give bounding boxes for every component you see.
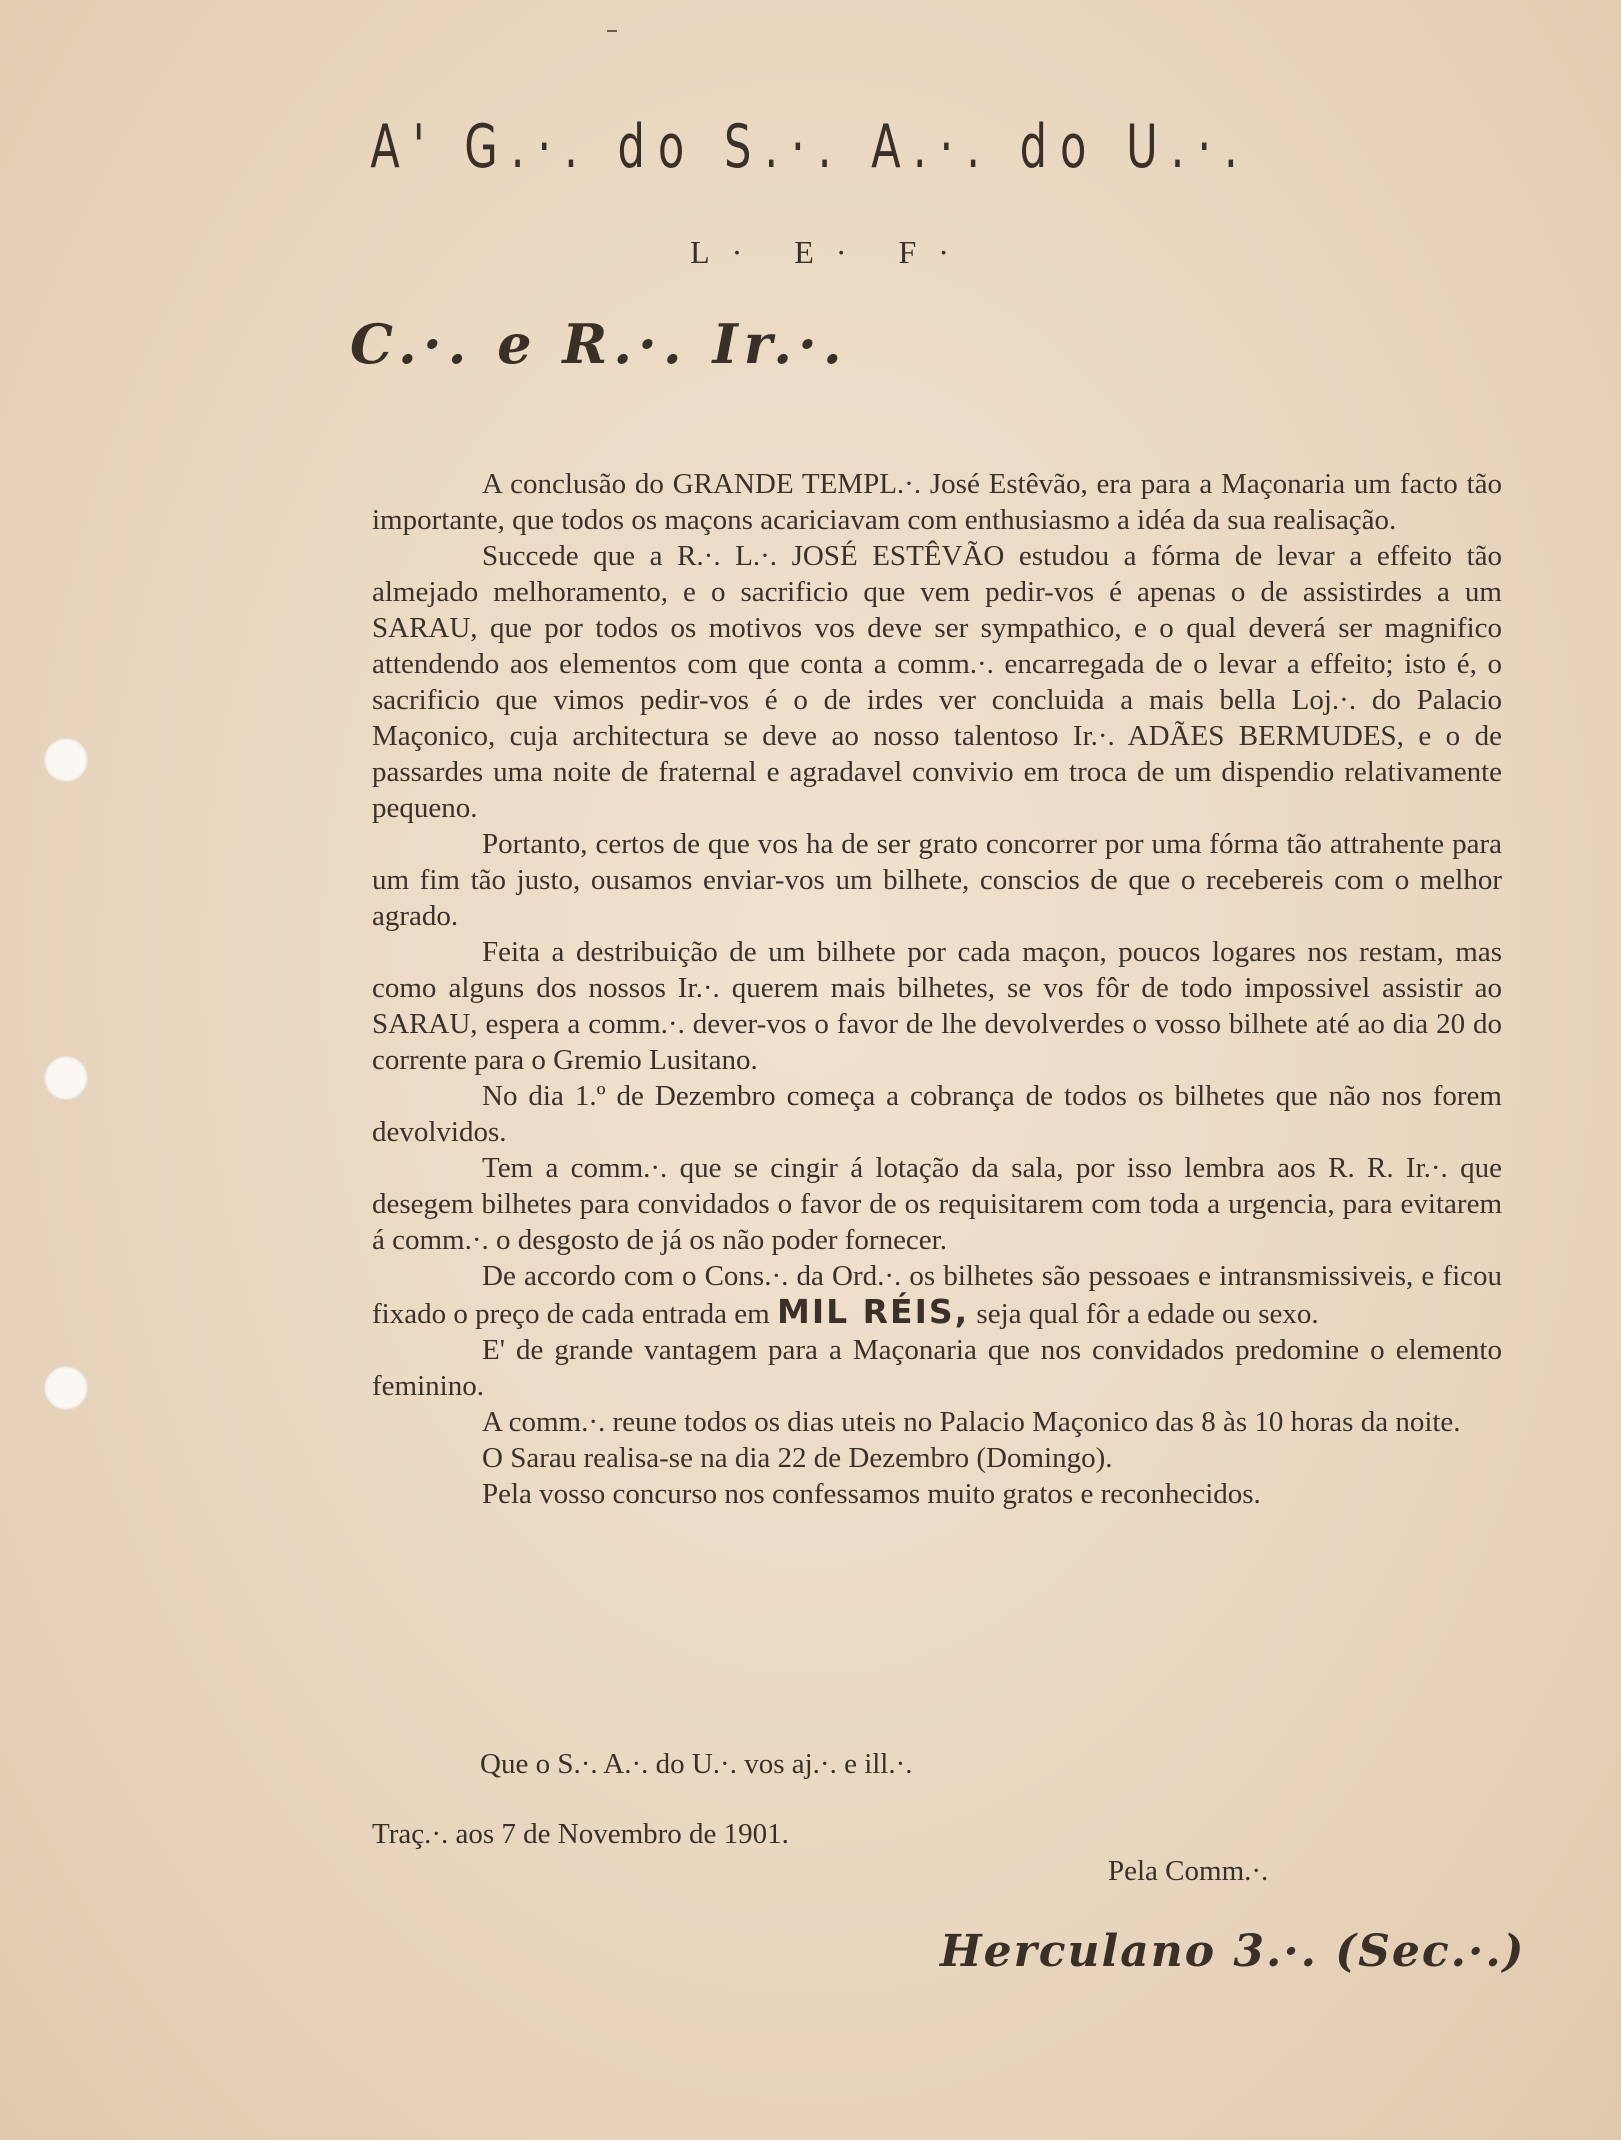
paragraph: O Sarau realisa-se na dia 22 de Dezembro (Domingo). xyxy=(482,1442,1113,1474)
paragraph: E' de grande vantagem para a Maçonaria que nos convidados predomine o elemento feminino. xyxy=(372,1334,1502,1402)
paragraph: No dia 1.º de Dezembro começa a cobrança de todos os bilhetes que não nos forem devolvidos. xyxy=(372,1080,1502,1148)
paragraph: A comm.·. reune todos os dias uteis no Palacio Maçonico das 8 às 10 horas da noite. xyxy=(482,1406,1461,1438)
punch-hole xyxy=(44,1366,88,1410)
price-text-before: De accordo com o Cons.·. da Ord.·. os bilhetes são pessoaes e intransmissiveis, e ficou fixado o preço de cada entrada em xyxy=(372,1260,1502,1330)
closing-blessing: Que o S.·. A.·. do U.·. vos aj.·. e ill.·. xyxy=(480,1748,913,1780)
salutation: C.·. e R.·. Ir.·. xyxy=(350,312,848,376)
paragraph: Pela vosso concurso nos confessamos muito gratos e reconhecidos. xyxy=(482,1478,1261,1510)
paragraph: Feita a destribuição de um bilhete por cada maçon, poucos logares nos restam, mas como alguns dos nossos Ir.·. querem mais bilhetes, se vos fôr de todo impossivel assistir ao SARAU, espera a comm.·. dever-vos o favor de lhe devolverdes o vosso bilhete até ao dia 20 do corrente para o Gremio Lusitano. xyxy=(372,936,1502,1076)
date-line: Traç.·. aos 7 de Novembro de 1901. xyxy=(372,1818,789,1850)
paragraph: Tem a comm.·. que se cingir á lotação da sala, por isso lembra aos R. R. Ir.·. que desegem bilhetes para convidados o favor de os requisitarem com toda a urgencia, para evitarem á comm.·. o desgosto de já os não poder fornecer. xyxy=(372,1152,1502,1256)
lodge-initials: L· E· F· xyxy=(690,234,971,270)
paragraph: Portanto, certos de que vos ha de ser grato concorrer por uma fórma tão attrahente para um fim tão justo, ousamos enviar-vos um bilhete, conscios de que o recebereis com o melhor agrado. xyxy=(372,828,1502,932)
price-amount: MIL RÉIS, xyxy=(776,1292,970,1331)
punch-hole xyxy=(44,1056,88,1100)
paragraph: Succede que a R.·. L.·. JOSÉ ESTÊVÃO estudou a fórma de levar a effeito tão almejado melhoramento, e o sacrificio que vem pedir-vos é apenas o de assistirdes a um SARAU, que por todos os motivos vos deve ser sympathico, e o qual deverá ser magnifico attendendo aos elementos com que conta a comm.·. encarregada de o levar a effeito; isto é, o sacrificio que vimos pedir-vos é o de irdes ver concluida a mais bella Loj.·. do Palacio Maçonico, cuja architectura se deve ao nosso talentoso Ir.·. ADÃES BERMUDES, e o de passardes uma noite de fraternal e agradavel convivio em troca de um dispendio relativamente pequeno. xyxy=(372,540,1502,824)
paragraph-price xyxy=(372,1258,1502,1332)
letter-body xyxy=(372,466,1502,1512)
signatory-label: Pela Comm.·. xyxy=(1108,1855,1269,1887)
price-text-after: seja qual fôr a edade ou sexo. xyxy=(976,1298,1319,1330)
paragraph: A conclusão do GRANDE TEMPL.·. José Estêvão, era para a Maçonaria um facto tão importante, que todos os maçons acariciavam com enthusiasmo a idéa da sua realisação. xyxy=(372,468,1502,536)
masonic-invocation-heading: A' G.·. do S.·. A.·. do U.·. xyxy=(370,112,1251,182)
signature: Herculano 3.·. (Sec.·.) xyxy=(940,1926,1526,1977)
print-mark xyxy=(607,30,617,32)
punch-hole xyxy=(44,738,88,782)
